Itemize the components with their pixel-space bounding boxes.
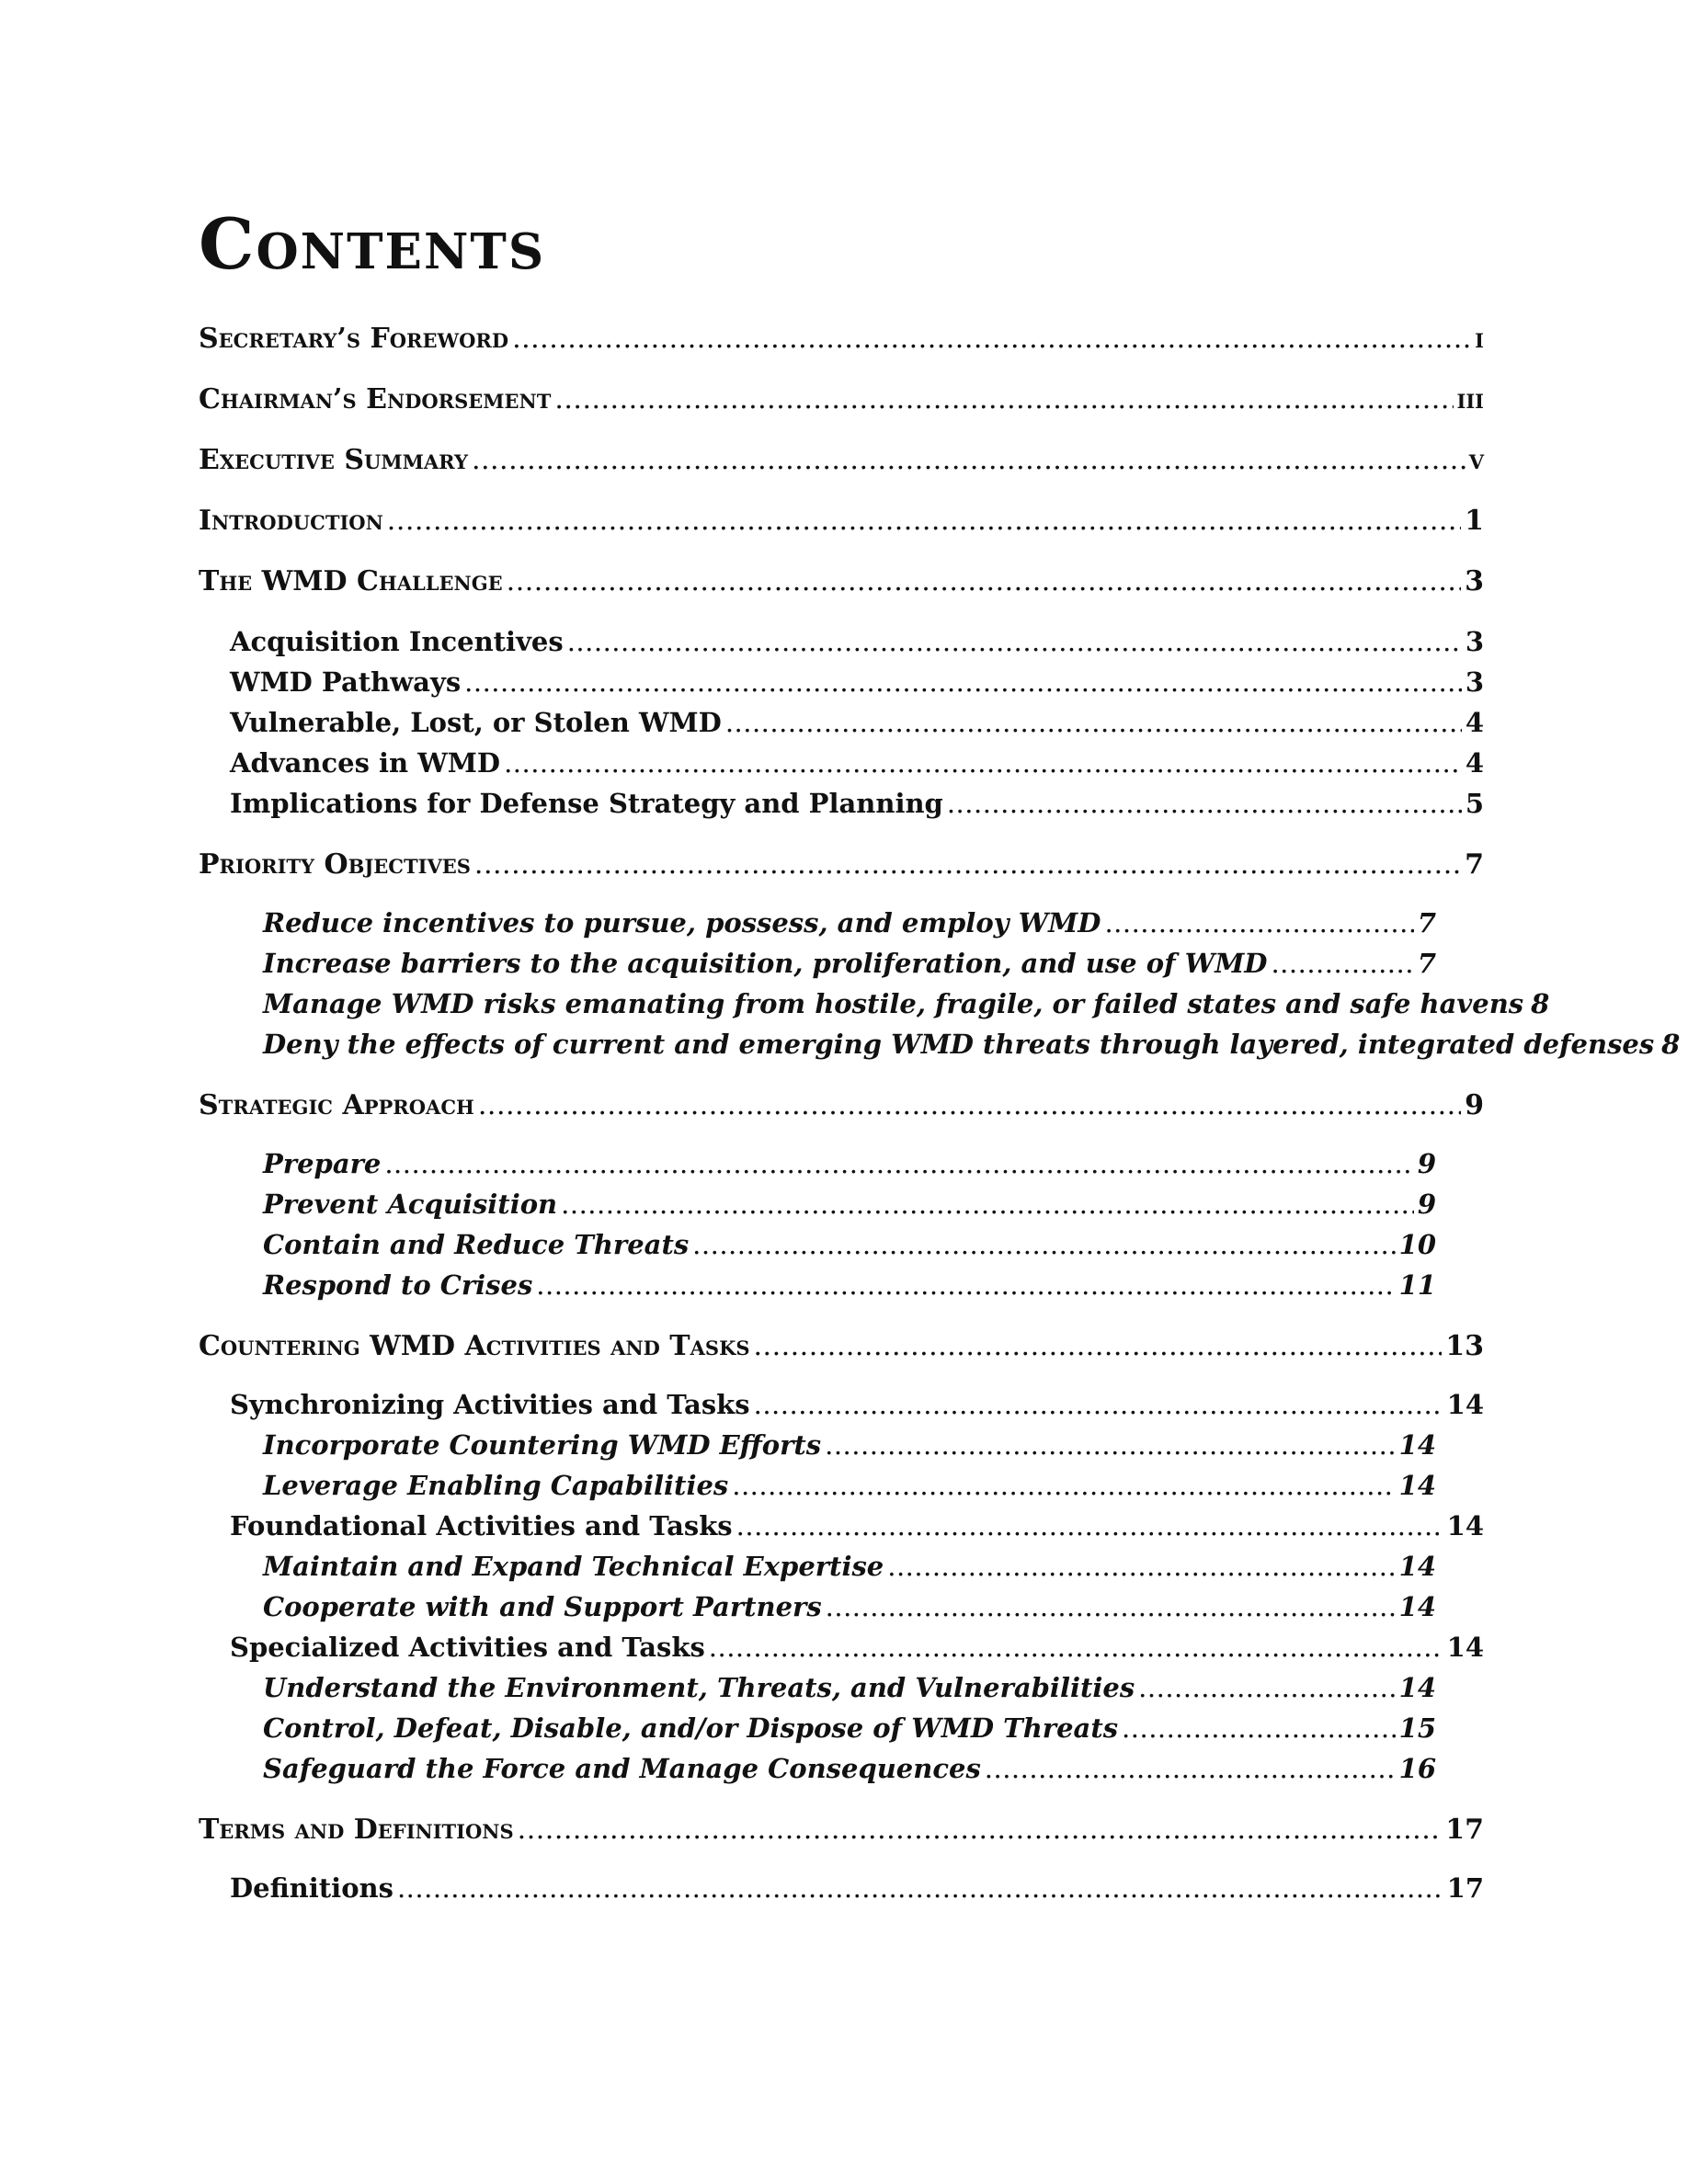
dot-leader xyxy=(478,1089,1461,1120)
toc-entry-label: Understand the Environment, Threats, and Vulnerabilities xyxy=(263,1672,1135,1703)
toc-entry-page: 14 xyxy=(1398,1470,1436,1501)
toc-entry-page: 3 xyxy=(1465,565,1484,597)
toc-entry-label: Acquisition Incentives xyxy=(230,626,564,657)
toc-entry-page: 9 xyxy=(1417,1189,1436,1220)
toc-entry-page: 13 xyxy=(1445,1330,1484,1362)
toc-entry-label: Control, Defeat, Disable, and/or Dispose of WMD Threats xyxy=(263,1712,1119,1744)
toc-entry-page: iii xyxy=(1456,383,1484,415)
toc-entry-label: Countering WMD Activities and Tasks xyxy=(199,1330,750,1362)
toc-entry-maintain-expertise[interactable] xyxy=(263,1551,1436,1582)
toc-entry-foundational[interactable] xyxy=(230,1510,1484,1541)
toc-entry-label: Definitions xyxy=(230,1872,393,1904)
toc-entry-advances-in-wmd[interactable] xyxy=(230,747,1484,779)
dot-leader xyxy=(709,1632,1443,1661)
toc-entry-executive-summary[interactable] xyxy=(199,444,1484,476)
toc-entry-wmd-pathways[interactable] xyxy=(230,666,1484,698)
dot-leader xyxy=(736,1510,1443,1540)
dot-leader xyxy=(387,505,1461,535)
dot-leader xyxy=(1138,1672,1395,1701)
toc-entry-page: 5 xyxy=(1465,788,1484,819)
toc-entry-page: 7 xyxy=(1417,907,1436,938)
toc-entry-label: Increase barriers to the acquisition, proliferation, and use of WMD xyxy=(263,948,1268,979)
dot-leader xyxy=(754,1389,1443,1418)
toc-entry-vulnerable-lost-stolen[interactable] xyxy=(230,707,1484,738)
toc-entry-label: Leverage Enabling Capabilities xyxy=(263,1470,729,1501)
toc-entry-label: Priority Objectives xyxy=(199,848,471,881)
toc-entry-label: Implications for Defense Strategy and Planning xyxy=(230,788,943,819)
page-title: Contents xyxy=(199,203,546,285)
dot-leader xyxy=(507,565,1461,596)
toc-entry-manage-risks[interactable] xyxy=(263,988,1550,1019)
toc-entry-prevent-acquisition[interactable] xyxy=(263,1189,1436,1220)
toc-entry-label: Vulnerable, Lost, or Stolen WMD xyxy=(230,707,722,738)
toc-entry-page: 14 xyxy=(1398,1672,1436,1703)
toc-entry-label: Secretary’s Foreword xyxy=(199,323,509,355)
toc-entry-contain-reduce[interactable] xyxy=(263,1229,1436,1260)
toc-entry-control-defeat[interactable] xyxy=(263,1712,1436,1744)
toc-entry-label: Safeguard the Force and Manage Consequences xyxy=(263,1753,981,1784)
toc-entry-prepare[interactable] xyxy=(263,1148,1436,1179)
toc-entry-label: Manage WMD risks emanating from hostile, fragile, or failed states and safe havens xyxy=(263,988,1524,1019)
toc-entry-label: WMD Pathways xyxy=(230,666,462,698)
toc-entry-page: 4 xyxy=(1465,747,1484,779)
toc-entry-label: Chairman’s Endorsement xyxy=(199,383,552,415)
dot-leader xyxy=(397,1872,1443,1902)
toc-entry-page: 3 xyxy=(1465,626,1484,657)
toc-entry-leverage-capabilities[interactable] xyxy=(263,1470,1436,1501)
dot-leader xyxy=(561,1189,1414,1218)
toc-entry-incorporate-efforts[interactable] xyxy=(263,1429,1436,1461)
toc-entry-page: 17 xyxy=(1445,1814,1484,1846)
toc-entry-priority-objectives[interactable] xyxy=(199,848,1484,881)
toc-entry-chairmans-endorsement[interactable] xyxy=(199,383,1484,415)
toc-entry-page: 7 xyxy=(1465,848,1484,881)
toc-entry-page: 8 xyxy=(1531,988,1550,1019)
toc-entry-label: Executive Summary xyxy=(199,444,468,476)
toc-entry-page: 10 xyxy=(1398,1229,1436,1260)
toc-entry-understand-environment[interactable] xyxy=(263,1672,1436,1703)
toc-entry-page: i xyxy=(1475,323,1484,355)
toc-entry-label: Synchronizing Activities and Tasks xyxy=(230,1389,750,1420)
toc-entry-specialized[interactable] xyxy=(230,1632,1484,1663)
toc-entry-synchronizing[interactable] xyxy=(230,1389,1484,1420)
dot-leader xyxy=(887,1551,1395,1580)
toc-entry-definitions[interactable] xyxy=(230,1872,1484,1904)
dot-leader xyxy=(474,848,1461,879)
toc-entry-increase-barriers[interactable] xyxy=(263,948,1436,979)
toc-entry-label: Introduction xyxy=(199,505,383,537)
dot-leader xyxy=(472,444,1466,474)
toc-entry-page: v xyxy=(1468,444,1484,476)
dot-leader xyxy=(554,383,1453,414)
toc-entry-page: 17 xyxy=(1446,1872,1484,1904)
toc-entry-countering-wmd[interactable] xyxy=(199,1330,1484,1362)
toc-entry-page: 14 xyxy=(1398,1551,1436,1582)
toc-entry-page: 1 xyxy=(1465,505,1484,537)
toc-entry-cooperate-partners[interactable] xyxy=(263,1591,1436,1622)
toc-entry-terms-definitions[interactable] xyxy=(199,1814,1484,1846)
dot-leader xyxy=(504,747,1462,777)
dot-leader xyxy=(567,626,1462,655)
toc-entry-label: Strategic Approach xyxy=(199,1089,474,1121)
toc-entry-page: 11 xyxy=(1398,1269,1436,1301)
toc-entry-implications[interactable] xyxy=(230,788,1484,819)
dot-leader xyxy=(1104,907,1413,937)
toc-entry-page: 4 xyxy=(1465,707,1484,738)
toc-entry-secretarys-foreword[interactable] xyxy=(199,323,1484,355)
dot-leader xyxy=(518,1814,1443,1844)
toc-entry-page: 9 xyxy=(1465,1089,1484,1121)
toc-entry-page: 15 xyxy=(1398,1712,1436,1744)
dot-leader xyxy=(754,1330,1443,1360)
toc-entry-respond-to-crises[interactable] xyxy=(263,1269,1436,1301)
toc-entry-label: Terms and Definitions xyxy=(199,1814,514,1846)
toc-entry-label: Maintain and Expand Technical Expertise xyxy=(263,1551,884,1582)
dot-leader xyxy=(692,1229,1395,1258)
toc-entry-strategic-approach[interactable] xyxy=(199,1089,1484,1121)
dot-leader xyxy=(384,1148,1413,1177)
toc-entry-page: 14 xyxy=(1446,1389,1484,1420)
toc-entry-page: 7 xyxy=(1417,948,1436,979)
dot-leader xyxy=(1122,1712,1396,1742)
dot-leader xyxy=(1271,948,1413,977)
toc-entry-page: 14 xyxy=(1446,1632,1484,1663)
toc-entry-page: 14 xyxy=(1398,1429,1436,1461)
toc-entry-page: 16 xyxy=(1398,1753,1436,1784)
toc-entry-label: Reduce incentives to pursue, possess, and employ WMD xyxy=(263,907,1101,938)
dot-leader xyxy=(947,788,1462,817)
toc-entry-label: Deny the effects of current and emerging WMD threats through layered, integrated defenses xyxy=(263,1029,1655,1060)
toc-entry-label: Prevent Acquisition xyxy=(263,1189,558,1220)
dot-leader xyxy=(732,1470,1395,1499)
toc-entry-label: Prepare xyxy=(263,1148,382,1179)
toc-entry-introduction[interactable] xyxy=(199,505,1484,537)
dot-leader xyxy=(825,1429,1396,1459)
toc-entry-label: Specialized Activities and Tasks xyxy=(230,1632,705,1663)
dot-leader xyxy=(464,666,1462,696)
toc-entry-page: 3 xyxy=(1465,666,1484,698)
dot-leader xyxy=(512,323,1471,353)
toc-entry-page: 8 xyxy=(1661,1029,1681,1060)
toc-entry-label: Cooperate with and Support Partners xyxy=(263,1591,822,1622)
toc-entry-safeguard-force[interactable] xyxy=(263,1753,1436,1784)
toc-entry-label: Foundational Activities and Tasks xyxy=(230,1510,733,1541)
toc-entry-label: Advances in WMD xyxy=(230,747,501,779)
toc-entry-label: Incorporate Countering WMD Efforts xyxy=(263,1429,822,1461)
toc-entry-label: The WMD Challenge xyxy=(199,565,503,597)
toc-entry-wmd-challenge[interactable] xyxy=(199,565,1484,597)
toc-entry-reduce-incentives[interactable] xyxy=(263,907,1436,938)
dot-leader xyxy=(536,1269,1395,1299)
toc-entry-acquisition-incentives[interactable] xyxy=(230,626,1484,657)
toc-entry-page: 9 xyxy=(1417,1148,1436,1179)
dot-leader xyxy=(826,1591,1396,1621)
toc-entry-page: 14 xyxy=(1446,1510,1484,1541)
toc-entry-label: Contain and Reduce Threats xyxy=(263,1229,690,1260)
toc-entry-page: 14 xyxy=(1398,1591,1436,1622)
toc-entry-label: Respond to Crises xyxy=(263,1269,533,1301)
dot-leader xyxy=(985,1753,1396,1782)
dot-leader xyxy=(725,707,1462,736)
toc-entry-deny-effects[interactable] xyxy=(263,1029,1681,1060)
